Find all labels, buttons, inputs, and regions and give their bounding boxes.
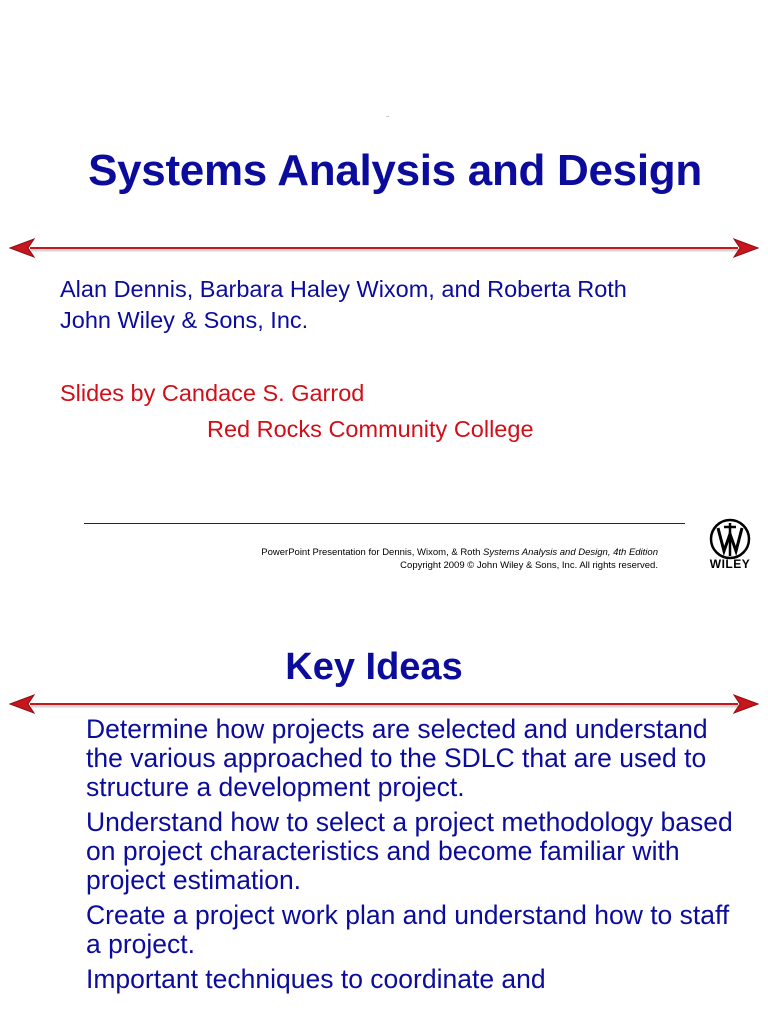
footer-line-1 bbox=[261, 546, 658, 559]
college-name: Red Rocks Community College bbox=[207, 416, 534, 442]
authors-block bbox=[60, 274, 627, 336]
slide-title: Key Ideas bbox=[285, 646, 463, 688]
key-ideas-slide bbox=[0, 600, 768, 1024]
list-item: Create a project work plan and understand how to staff a project. bbox=[86, 900, 730, 959]
authors-line: Alan Dennis, Barbara Haley Wixom, and Roberta Roth bbox=[60, 276, 627, 302]
publisher-line: John Wiley & Sons, Inc. bbox=[60, 307, 309, 333]
list-item: Important techniques to coordinate and bbox=[86, 964, 546, 994]
slide-title: Systems Analysis and Design bbox=[88, 146, 702, 195]
list-item: Determine how projects are selected and understand the various approached to the SDLC that are used to structure a development project. bbox=[86, 714, 708, 802]
footer-copyright: Copyright 2009 © John Wiley & Sons, Inc. All rights reserved. bbox=[400, 560, 658, 571]
wiley-logo-text: WILEY bbox=[709, 557, 751, 571]
footer-book-title: Systems Analysis and Design, 4th Edition bbox=[483, 547, 658, 558]
decorative-dot bbox=[386, 116, 389, 117]
footer-prefix: PowerPoint Presentation for Dennis, Wixom, & Roth bbox=[261, 547, 484, 558]
key-ideas-list bbox=[86, 715, 746, 1000]
double-arrow-divider bbox=[8, 235, 760, 261]
slides-by-credit: Slides by Candace S. Garrod bbox=[60, 380, 365, 406]
slide-footer bbox=[261, 546, 658, 572]
list-item: Understand how to select a project methodology based on project characteristics and become familiar with project estimation. bbox=[86, 807, 733, 895]
footer-divider bbox=[84, 523, 685, 524]
